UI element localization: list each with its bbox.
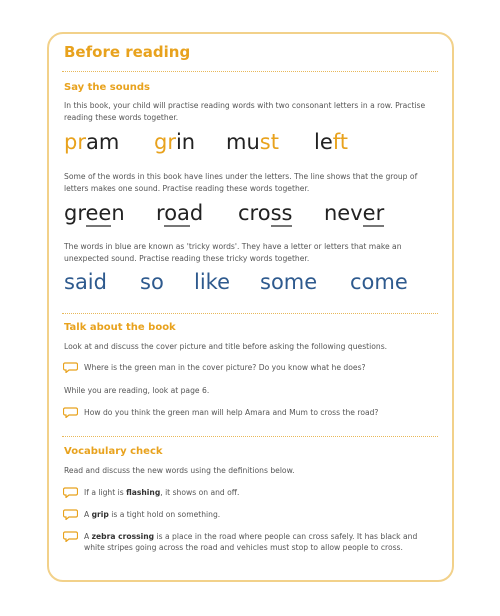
talk-heading: Talk about the book [64, 322, 176, 333]
say-sounds-intro: In this book, your child will practise reading words with two consonant letters in a row. Practise reading these words together. [64, 101, 426, 122]
sound-word: pram [64, 130, 120, 154]
speech-bubble-icon [63, 487, 78, 497]
question-1: Where is the green man in the cover picture? Do you know what he does? [84, 363, 366, 372]
question-2: How do you think the green man will help Amara and Mum to cross the road? [84, 408, 379, 417]
sound-word: left [314, 130, 349, 154]
talk-intro: Look at and discuss the cover picture and title before asking the following questions. [64, 342, 388, 351]
lines-intro: Some of the words in this book have lines under the letters. The line shows that the group of letters makes one sound. Practise reading these words together. [64, 172, 418, 193]
vocab-heading: Vocabulary check [64, 446, 163, 457]
speech-bubble-icon [63, 407, 78, 417]
tricky-intro: The words in blue are known as 'tricky words'. They have a letter or letters that make an unexpected sound. Practise reading these tricky words together. [64, 242, 402, 263]
tricky-words [64, 270, 420, 294]
divider [62, 436, 438, 437]
vocab-item-grip: A grip is a tight hold on something. [84, 510, 221, 519]
vocab-intro: Read and discuss the new words using the definitions below. [64, 466, 295, 475]
line-word: cross [238, 201, 293, 225]
sound-words [64, 130, 374, 154]
divider [62, 313, 438, 314]
talk-mid: While you are reading, look at page 6. [64, 386, 210, 395]
tricky-word: come [350, 270, 408, 294]
vocab-item-zebra-crossing: A zebra crossing is a place in the road where people can cross safely. It has black and white stripes going across the road and vehicles must stop to allow people to cross. [84, 532, 418, 552]
tricky-word: so [140, 270, 164, 294]
vocab-item-flashing: If a light is flashing, it shows on and off. [84, 488, 240, 497]
line-word: never [324, 201, 385, 225]
divider [62, 71, 438, 72]
page-title: Before reading [64, 43, 191, 61]
line-word: road [156, 201, 204, 225]
tricky-word: some [260, 270, 318, 294]
line-word: green [64, 201, 125, 225]
sound-word: must [226, 130, 279, 154]
speech-bubble-icon [63, 531, 78, 541]
say-sounds-heading: Say the sounds [64, 82, 150, 93]
speech-bubble-icon [63, 509, 78, 519]
speech-bubble-icon [63, 362, 78, 372]
line-words [64, 201, 394, 225]
tricky-word: said [64, 270, 107, 294]
tricky-word: like [194, 270, 231, 294]
sound-word: grin [154, 130, 196, 154]
